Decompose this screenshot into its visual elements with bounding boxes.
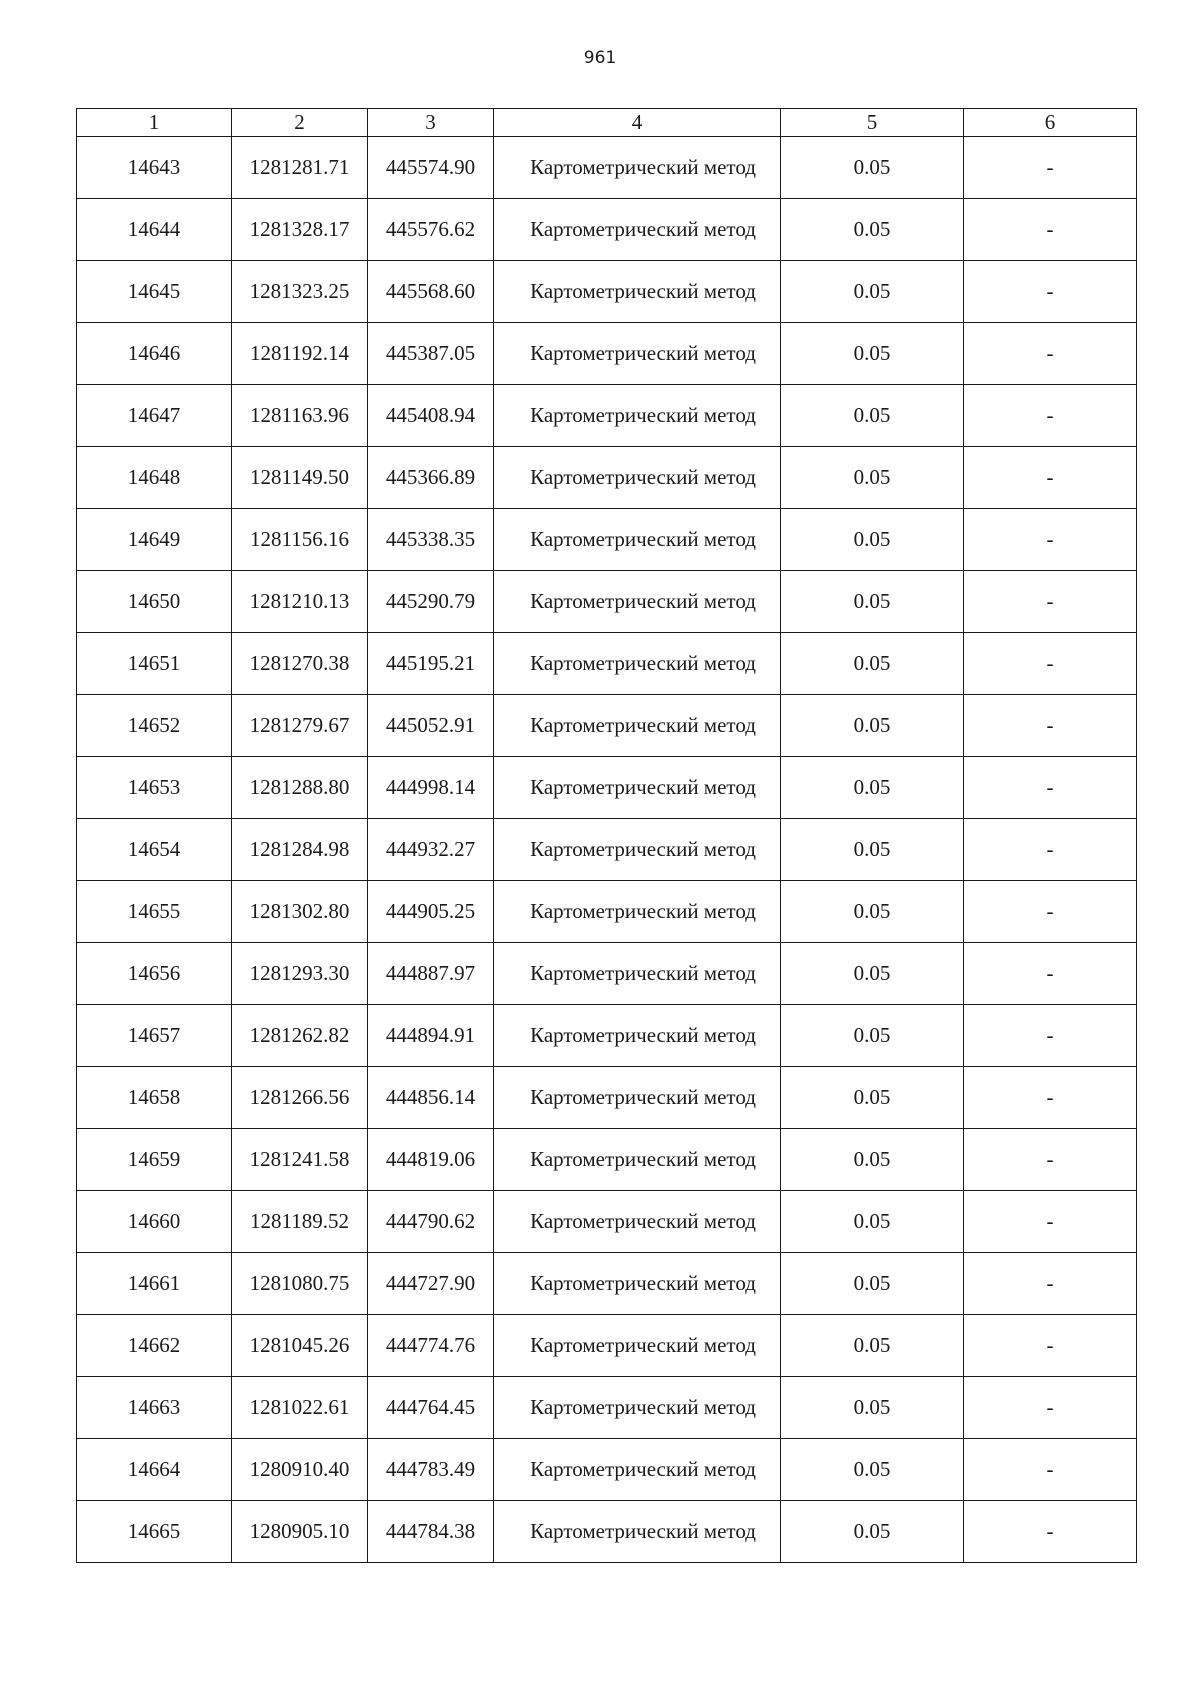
table-row [77, 1067, 1137, 1129]
y-coordinate-cell: 445568.60 [368, 261, 494, 323]
y-coordinate-cell: 444998.14 [368, 757, 494, 819]
point-number-cell: 14647 [77, 385, 232, 447]
x-coordinate-cell: 1281266.56 [232, 1067, 368, 1129]
table-row [77, 1253, 1137, 1315]
point-number-cell: 14660 [77, 1191, 232, 1253]
y-coordinate-cell: 445366.89 [368, 447, 494, 509]
description-cell: - [964, 1067, 1137, 1129]
accuracy-cell: 0.05 [781, 261, 964, 323]
accuracy-cell: 0.05 [781, 1253, 964, 1315]
point-number-cell: 14653 [77, 757, 232, 819]
y-coordinate-cell: 445576.62 [368, 199, 494, 261]
y-coordinate-cell: 444774.76 [368, 1315, 494, 1377]
x-coordinate-cell: 1280910.40 [232, 1439, 368, 1501]
table-row [77, 385, 1137, 447]
method-cell: Картометрический метод [494, 323, 781, 385]
method-cell: Картометрический метод [494, 571, 781, 633]
accuracy-cell: 0.05 [781, 199, 964, 261]
description-cell: - [964, 137, 1137, 199]
point-number-cell: 14665 [77, 1501, 232, 1563]
x-coordinate-cell: 1281192.14 [232, 323, 368, 385]
x-coordinate-cell: 1280905.10 [232, 1501, 368, 1563]
table-row [77, 881, 1137, 943]
description-cell: - [964, 509, 1137, 571]
table-row [77, 571, 1137, 633]
description-cell: - [964, 1377, 1137, 1439]
table-row [77, 1501, 1137, 1563]
column-header: 3 [368, 109, 494, 137]
description-cell: - [964, 633, 1137, 695]
point-number-cell: 14650 [77, 571, 232, 633]
description-cell: - [964, 571, 1137, 633]
method-cell: Картометрический метод [494, 1067, 781, 1129]
accuracy-cell: 0.05 [781, 881, 964, 943]
description-cell: - [964, 1253, 1137, 1315]
method-cell: Картометрический метод [494, 1377, 781, 1439]
header-row [77, 109, 1137, 137]
method-cell: Картометрический метод [494, 633, 781, 695]
y-coordinate-cell: 445290.79 [368, 571, 494, 633]
method-cell: Картометрический метод [494, 199, 781, 261]
x-coordinate-cell: 1281284.98 [232, 819, 368, 881]
point-number-cell: 14651 [77, 633, 232, 695]
table-row [77, 1439, 1137, 1501]
x-coordinate-cell: 1281262.82 [232, 1005, 368, 1067]
point-number-cell: 14656 [77, 943, 232, 1005]
accuracy-cell: 0.05 [781, 1129, 964, 1191]
accuracy-cell: 0.05 [781, 571, 964, 633]
table-row [77, 1377, 1137, 1439]
accuracy-cell: 0.05 [781, 509, 964, 571]
accuracy-cell: 0.05 [781, 1315, 964, 1377]
x-coordinate-cell: 1281328.17 [232, 199, 368, 261]
description-cell: - [964, 385, 1137, 447]
description-cell: - [964, 695, 1137, 757]
accuracy-cell: 0.05 [781, 757, 964, 819]
x-coordinate-cell: 1281281.71 [232, 137, 368, 199]
x-coordinate-cell: 1281302.80 [232, 881, 368, 943]
column-header: 2 [232, 109, 368, 137]
description-cell: - [964, 323, 1137, 385]
column-header: 6 [964, 109, 1137, 137]
x-coordinate-cell: 1281293.30 [232, 943, 368, 1005]
point-number-cell: 14648 [77, 447, 232, 509]
description-cell: - [964, 1439, 1137, 1501]
table-row [77, 943, 1137, 1005]
method-cell: Картометрический метод [494, 757, 781, 819]
point-number-cell: 14644 [77, 199, 232, 261]
y-coordinate-cell: 445408.94 [368, 385, 494, 447]
y-coordinate-cell: 444887.97 [368, 943, 494, 1005]
point-number-cell: 14657 [77, 1005, 232, 1067]
table-row [77, 1315, 1137, 1377]
table-row [77, 447, 1137, 509]
description-cell: - [964, 1501, 1137, 1563]
y-coordinate-cell: 444894.91 [368, 1005, 494, 1067]
method-cell: Картометрический метод [494, 1501, 781, 1563]
point-number-cell: 14655 [77, 881, 232, 943]
point-number-cell: 14662 [77, 1315, 232, 1377]
point-number-cell: 14664 [77, 1439, 232, 1501]
x-coordinate-cell: 1281323.25 [232, 261, 368, 323]
point-number-cell: 14654 [77, 819, 232, 881]
y-coordinate-cell: 445387.05 [368, 323, 494, 385]
accuracy-cell: 0.05 [781, 1377, 964, 1439]
x-coordinate-cell: 1281241.58 [232, 1129, 368, 1191]
method-cell: Картометрический метод [494, 1129, 781, 1191]
table-row [77, 1005, 1137, 1067]
x-coordinate-cell: 1281080.75 [232, 1253, 368, 1315]
x-coordinate-cell: 1281189.52 [232, 1191, 368, 1253]
accuracy-cell: 0.05 [781, 695, 964, 757]
table-row [77, 757, 1137, 819]
y-coordinate-cell: 445338.35 [368, 509, 494, 571]
column-header: 1 [77, 109, 232, 137]
table-row [77, 1191, 1137, 1253]
method-cell: Картометрический метод [494, 261, 781, 323]
accuracy-cell: 0.05 [781, 323, 964, 385]
point-number-cell: 14663 [77, 1377, 232, 1439]
table-row [77, 199, 1137, 261]
y-coordinate-cell: 444932.27 [368, 819, 494, 881]
description-cell: - [964, 1005, 1137, 1067]
method-cell: Картометрический метод [494, 1253, 781, 1315]
table-body [77, 137, 1137, 1563]
y-coordinate-cell: 444819.06 [368, 1129, 494, 1191]
description-cell: - [964, 819, 1137, 881]
y-coordinate-cell: 444783.49 [368, 1439, 494, 1501]
point-number-cell: 14652 [77, 695, 232, 757]
x-coordinate-cell: 1281270.38 [232, 633, 368, 695]
page-number: 961 [583, 48, 617, 68]
accuracy-cell: 0.05 [781, 447, 964, 509]
method-cell: Картометрический метод [494, 447, 781, 509]
coordinates-table [76, 108, 1137, 1563]
y-coordinate-cell: 444764.45 [368, 1377, 494, 1439]
method-cell: Картометрический метод [494, 1005, 781, 1067]
point-number-cell: 14659 [77, 1129, 232, 1191]
table-row [77, 509, 1137, 571]
accuracy-cell: 0.05 [781, 1191, 964, 1253]
table-row [77, 695, 1137, 757]
description-cell: - [964, 199, 1137, 261]
method-cell: Картометрический метод [494, 819, 781, 881]
x-coordinate-cell: 1281210.13 [232, 571, 368, 633]
y-coordinate-cell: 444905.25 [368, 881, 494, 943]
description-cell: - [964, 447, 1137, 509]
method-cell: Картометрический метод [494, 1439, 781, 1501]
accuracy-cell: 0.05 [781, 819, 964, 881]
accuracy-cell: 0.05 [781, 385, 964, 447]
table-row [77, 819, 1137, 881]
table-row [77, 633, 1137, 695]
x-coordinate-cell: 1281156.16 [232, 509, 368, 571]
method-cell: Картометрический метод [494, 509, 781, 571]
method-cell: Картометрический метод [494, 1191, 781, 1253]
method-cell: Картометрический метод [494, 881, 781, 943]
point-number-cell: 14658 [77, 1067, 232, 1129]
point-number-cell: 14645 [77, 261, 232, 323]
description-cell: - [964, 943, 1137, 1005]
accuracy-cell: 0.05 [781, 1439, 964, 1501]
method-cell: Картометрический метод [494, 943, 781, 1005]
table-row [77, 261, 1137, 323]
y-coordinate-cell: 445574.90 [368, 137, 494, 199]
y-coordinate-cell: 444790.62 [368, 1191, 494, 1253]
accuracy-cell: 0.05 [781, 1501, 964, 1563]
method-cell: Картометрический метод [494, 695, 781, 757]
method-cell: Картометрический метод [494, 1315, 781, 1377]
x-coordinate-cell: 1281279.67 [232, 695, 368, 757]
y-coordinate-cell: 445052.91 [368, 695, 494, 757]
point-number-cell: 14646 [77, 323, 232, 385]
accuracy-cell: 0.05 [781, 943, 964, 1005]
column-header: 5 [781, 109, 964, 137]
point-number-cell: 14643 [77, 137, 232, 199]
y-coordinate-cell: 444727.90 [368, 1253, 494, 1315]
table-row [77, 323, 1137, 385]
accuracy-cell: 0.05 [781, 1067, 964, 1129]
description-cell: - [964, 881, 1137, 943]
description-cell: - [964, 757, 1137, 819]
description-cell: - [964, 1191, 1137, 1253]
x-coordinate-cell: 1281022.61 [232, 1377, 368, 1439]
column-header: 4 [494, 109, 781, 137]
x-coordinate-cell: 1281149.50 [232, 447, 368, 509]
accuracy-cell: 0.05 [781, 633, 964, 695]
method-cell: Картометрический метод [494, 137, 781, 199]
table-row [77, 1129, 1137, 1191]
accuracy-cell: 0.05 [781, 1005, 964, 1067]
method-cell: Картометрический метод [494, 385, 781, 447]
accuracy-cell: 0.05 [781, 137, 964, 199]
point-number-cell: 14649 [77, 509, 232, 571]
y-coordinate-cell: 444856.14 [368, 1067, 494, 1129]
description-cell: - [964, 1315, 1137, 1377]
description-cell: - [964, 261, 1137, 323]
y-coordinate-cell: 444784.38 [368, 1501, 494, 1563]
point-number-cell: 14661 [77, 1253, 232, 1315]
y-coordinate-cell: 445195.21 [368, 633, 494, 695]
x-coordinate-cell: 1281163.96 [232, 385, 368, 447]
x-coordinate-cell: 1281288.80 [232, 757, 368, 819]
table-row [77, 137, 1137, 199]
description-cell: - [964, 1129, 1137, 1191]
x-coordinate-cell: 1281045.26 [232, 1315, 368, 1377]
